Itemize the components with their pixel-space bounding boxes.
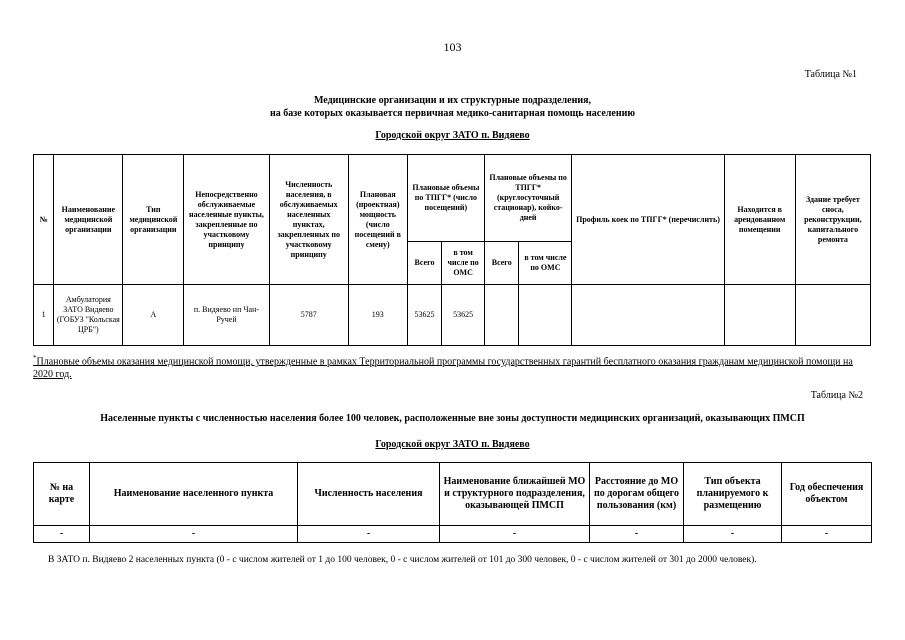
cell-hosp-oms (519, 285, 572, 346)
cell-population: 5787 (269, 285, 348, 346)
header-num: № (34, 155, 54, 285)
table-row (34, 526, 872, 543)
cell-dash: - (298, 526, 440, 543)
footnote-mark: * (33, 354, 37, 362)
header-capacity: Плановая (проектная) мощность (число посещений в смену) (348, 155, 407, 285)
footnote-text: Плановые объемы оказания медицинской помощи, утвержденные в рамках Территориальной программы государственных гарантий бесплатного оказания гражданам медицинской помощи на 2020 год. (33, 356, 853, 381)
cell-type: А (123, 285, 184, 346)
header-hosp-total: Всего (484, 242, 519, 285)
table2-title: Населенные пункты с численностью населения более 100 человек, расположенные вне зоны доступности медицинских организаций, оказывающих ПМСП (100, 413, 805, 424)
cell-dash: - (440, 526, 590, 543)
table2-okrug: Городской округ ЗАТО п. Видяево (375, 439, 530, 450)
header-hosp-oms: в том числе по ОМС (519, 242, 572, 285)
header-year: Год обеспечения объектом (782, 463, 872, 526)
cell-visits-total: 53625 (407, 285, 442, 346)
table-row (34, 285, 871, 346)
header-profile: Профиль коек по ТПГГ* (перечислить) (572, 155, 724, 285)
header-tpgg-hosp: Плановые объемы по ТПГГ* (круглосуточный стационар), койко-дней (484, 155, 571, 242)
cell-dash: - (684, 526, 782, 543)
header-visits-oms: в том числе по ОМС (442, 242, 485, 285)
cell-profile (572, 285, 724, 346)
cell-dash: - (90, 526, 298, 543)
page-number: 103 (443, 40, 462, 54)
header-repair: Здание требует сноса, реконструкции, капитального ремонта (795, 155, 870, 285)
header-name: Наименование медицинской организации (54, 155, 123, 285)
cell-repair (795, 285, 870, 346)
table1-label: Таблица №1 (804, 69, 857, 80)
cell-hosp-total (484, 285, 519, 346)
header-object-type: Тип объекта планируемого к размещению (684, 463, 782, 526)
medical-organizations-table (33, 154, 871, 346)
header-distance: Расстояние до МО по дорогам общего пользования (км) (590, 463, 684, 526)
table1-okrug: Городской округ ЗАТО п. Видяево (375, 130, 530, 141)
header-map-num: № на карте (34, 463, 90, 526)
cell-dash: - (782, 526, 872, 543)
header-population: Численность населения, в обслуживаемых населенных пунктах, закрепленных по участковому принципу (269, 155, 348, 285)
table1-footnote (33, 352, 871, 381)
table1-title (0, 94, 905, 120)
header-visits-total: Всего (407, 242, 442, 285)
header-tpgg-visits: Плановые объемы по ТПГГ* (число посещений) (407, 155, 484, 242)
settlements-summary: В ЗАТО п. Видяево 2 населенных пункта (0 - с числом жителей от 1 до 100 человек, 0 - с числом жителей от 101 до 300 человек, 0 - с числом жителей от 301 до 2000 человек). (48, 555, 757, 565)
cell-capacity: 193 (348, 285, 407, 346)
settlements-table (33, 462, 872, 543)
header-settlement-name: Наименование населенного пункта (90, 463, 298, 526)
table1-title-line1: Медицинские организации и их структурные подразделения, (314, 95, 591, 106)
header-nearest-mo: Наименование ближайшей МО и структурного подразделения, оказывающей ПМСП (440, 463, 590, 526)
header-rented: Находится в арендованном помещении (724, 155, 795, 285)
table2-label: Таблица №2 (810, 390, 863, 401)
cell-num: 1 (34, 285, 54, 346)
header-settlement-population: Численность населения (298, 463, 440, 526)
header-type: Тип медицинской организации (123, 155, 184, 285)
cell-points: п. Видяево нп Чан-Ручей (184, 285, 269, 346)
cell-visits-oms: 53625 (442, 285, 485, 346)
cell-rented (724, 285, 795, 346)
header-points: Непосредственно обслуживаемые населенные пункты, закрепленные по участковому принципу (184, 155, 269, 285)
cell-name: Амбулатория ЗАТО Видяево (ГОБУЗ "Кольская ЦРБ") (54, 285, 123, 346)
cell-dash: - (34, 526, 90, 543)
table1-title-line2: на базе которых оказывается первичная медико-санитарная помощь населению (270, 108, 635, 119)
cell-dash: - (590, 526, 684, 543)
